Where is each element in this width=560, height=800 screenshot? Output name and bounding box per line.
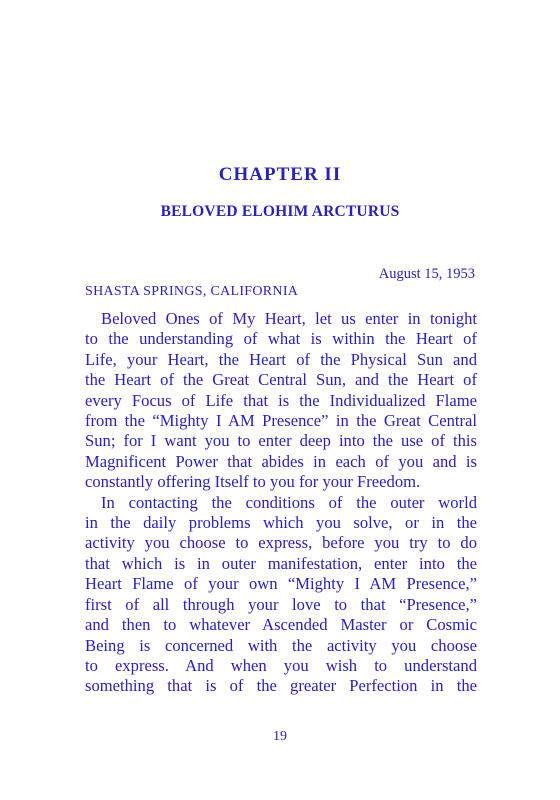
location-line: SHASTA SPRINGS, CALIFORNIA (85, 284, 299, 299)
paragraph-line: Sun; for I want you to enter deep into the use of this (85, 431, 477, 451)
paragraph-line: Magnificent Power that abides in each of you and is (85, 451, 477, 471)
paragraph-line: something that is of the greater Perfection in the (85, 676, 477, 696)
paragraph-line: that which is in outer manifestation, enter into the (85, 553, 477, 573)
paragraph-line: In contacting the conditions of the outer world (101, 492, 477, 512)
paragraph-line: to the understanding of what is within the Heart of (85, 329, 477, 349)
paragraph-line: in the daily problems which you solve, or in the (85, 513, 477, 533)
paragraph-line: to express. And when you wish to understand (85, 655, 477, 675)
paragraph-line: every Focus of Life that is the Individualized Flame (85, 390, 477, 410)
paragraph-line: Being is concerned with the activity you choose (85, 635, 477, 655)
body-text (85, 309, 477, 697)
chapter-title: BELOVED ELOHIM ARCTURUS (160, 203, 400, 220)
chapter-number: CHAPTER II (218, 164, 342, 185)
page-number: 19 (273, 729, 287, 744)
paragraph-line: from the “Mighty I AM Presence” in the Great Central (85, 411, 477, 431)
paragraph-line: constantly offering Itself to you for your Freedom. (85, 472, 421, 492)
paragraph-line: first of all through your love to that “Presence,” (85, 594, 477, 614)
paragraph-line: the Heart of the Great Central Sun, and the Heart of (85, 370, 477, 390)
date-line: August 15, 1953 (378, 266, 475, 282)
paragraph-line: Life, your Heart, the Heart of the Physical Sun and (85, 349, 477, 369)
paragraph-line: Heart Flame of your own “Mighty I AM Presence,” (85, 574, 477, 594)
paragraph-line: activity you choose to express, before you try to do (85, 533, 477, 553)
paragraph-line: and then to whatever Ascended Master or Cosmic (85, 615, 477, 635)
paragraph-line: Beloved Ones of My Heart, let us enter in tonight (101, 309, 477, 328)
